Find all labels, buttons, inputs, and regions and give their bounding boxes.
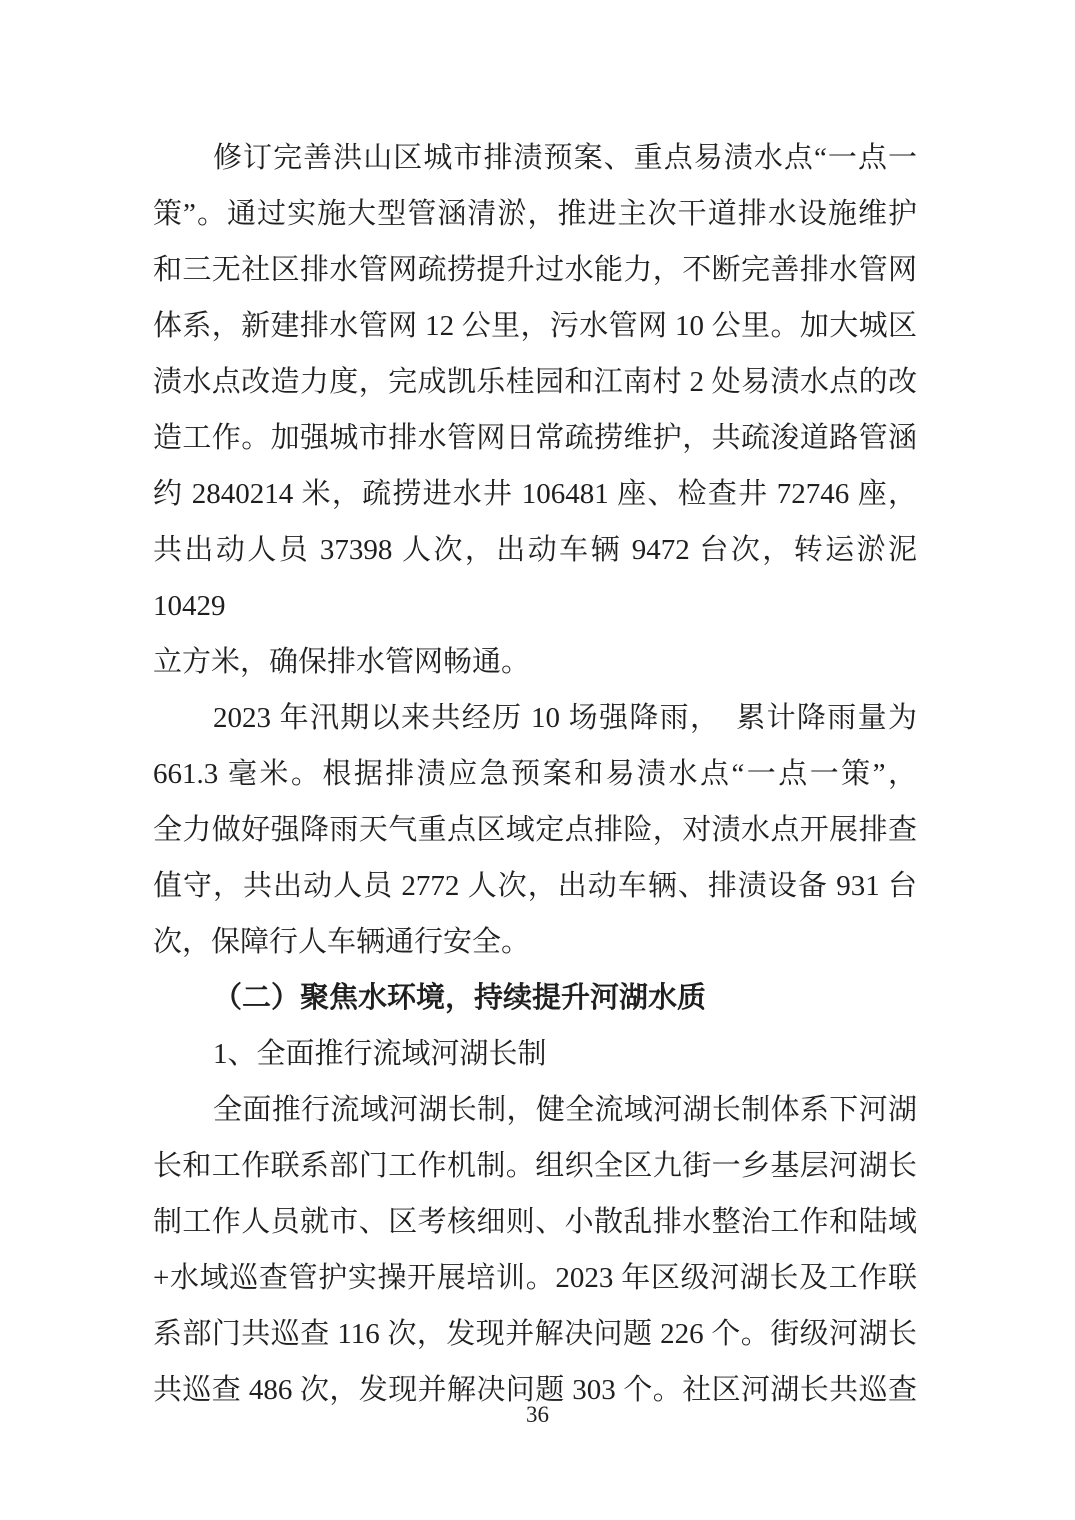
- text-line: 造工作。加强城市排水管网日常疏捞维护，共疏浚道路管涵: [153, 422, 917, 454]
- text-line: 共出动人员 37398 人次，出动车辆 9472 台次，转运淤泥 10429: [153, 534, 917, 622]
- text-line: 次，保障行人车辆通行安全。: [153, 926, 531, 958]
- text-line: 策”。通过实施大型管涵清淤，推进主次干道排水设施维护: [153, 198, 917, 230]
- text-line: 制工作人员就市、区考核细则、小散乱排水整治工作和陆域: [153, 1206, 917, 1238]
- text-line: 2023 年汛期以来共经历 10 场强降雨， 累计降雨量为: [213, 702, 917, 734]
- text-line: 系部门共巡查 116 次，发现并解决问题 226 个。街级河湖长: [153, 1318, 917, 1350]
- text-line: 全面推行流域河湖长制，健全流域河湖长制体系下河湖: [213, 1094, 917, 1126]
- text-line: 长和工作联系部门工作机制。组织全区九街一乡基层河湖长: [153, 1150, 917, 1182]
- section-heading: （二）聚焦水环境，持续提升河湖水质: [213, 982, 707, 1014]
- text-line: 值守，共出动人员 2772 人次，出动车辆、排渍设备 931 台: [153, 870, 917, 902]
- text-line: 共巡查 486 次，发现并解决问题 303 个。社区河湖长共巡查: [153, 1374, 917, 1406]
- text-line: 约 2840214 米，疏捞进水井 106481 座、检查井 72746 座，: [153, 478, 917, 510]
- subsection-heading: 1、全面推行流域河湖长制: [213, 1038, 547, 1070]
- page-number: 36: [526, 1402, 549, 1427]
- text-line: +水域巡查管护实操开展培训。2023 年区级河湖长及工作联: [153, 1262, 917, 1294]
- text-line: 661.3 毫米。根据排渍应急预案和易渍水点“一点一策”，: [153, 758, 917, 790]
- text-block: [153, 130, 917, 1418]
- text-line: 修订完善洪山区城市排渍预案、重点易渍水点“一点一: [213, 142, 917, 174]
- text-line: 和三无社区排水管网疏捞提升过水能力，不断完善排水管网: [153, 254, 917, 286]
- text-line: 全力做好强降雨天气重点区域定点排险，对渍水点开展排查: [153, 814, 917, 846]
- text-line: 立方米，确保排水管网畅通。: [153, 646, 531, 678]
- text-line: 体系，新建排水管网 12 公里，污水管网 10 公里。加大城区: [153, 310, 917, 342]
- text-line: 渍水点改造力度，完成凯乐桂园和江南村 2 处易渍水点的改: [153, 366, 917, 398]
